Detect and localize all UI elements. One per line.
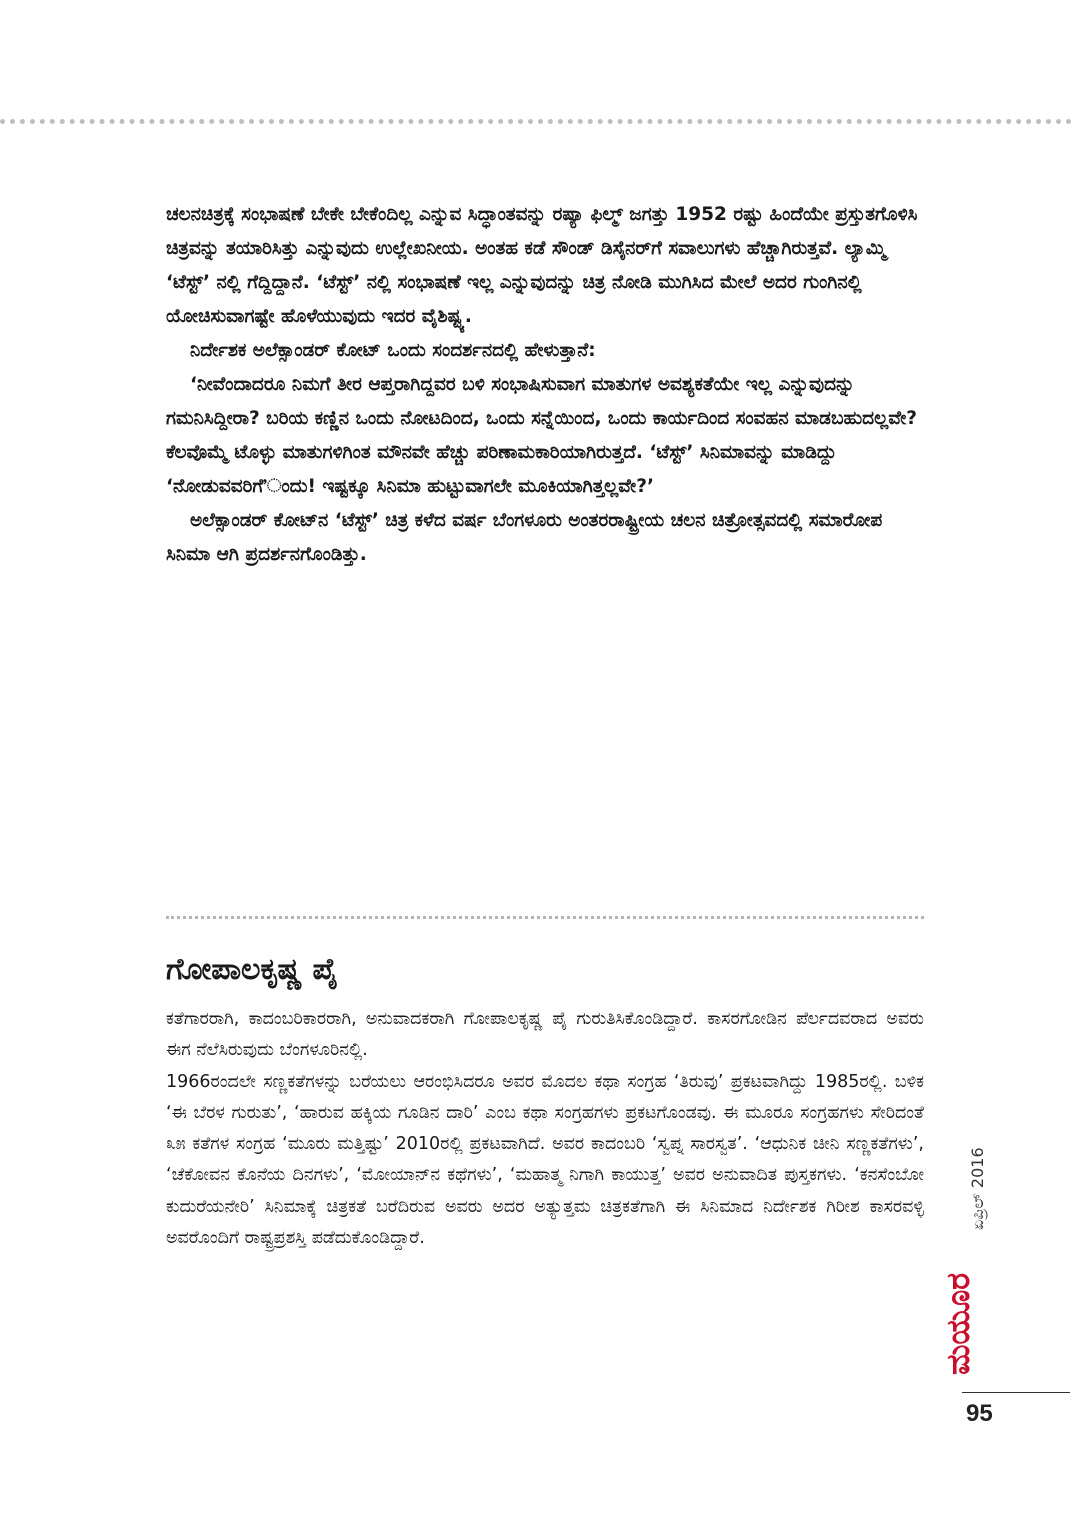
author-bio	[166, 1004, 924, 1254]
magazine-side-label	[928, 1130, 988, 1380]
issue-date: ಏಪ್ರಿಲ್ 2016	[968, 1147, 987, 1230]
article-body	[166, 198, 924, 572]
page-number: 95	[966, 1400, 993, 1427]
top-dotted-divider	[0, 119, 1072, 124]
article-paragraph: ಚಲನಚಿತ್ರಕ್ಕೆ ಸಂಭಾಷಣೆ ಬೇಕೇ ಬೇಕೆಂದಿಲ್ಲ ಎನ್ನುವ ಸಿದ್ಧಾಂತವನ್ನು ರಷ್ಯಾ ಫಿಲ್ಮ್ ಜಗತ್ತು 1952 ರಷ್ಟು ಹಿಂದೆಯೇ ಪ್ರಸ್ತುತಗೊಳಿಸಿ ಚಿತ್ರವನ್ನು ತಯಾರಿಸಿತ್ತು ಎನ್ನುವುದು ಉಲ್ಲೇಖನೀಯ. ಅಂತಹ ಕಡೆ ಸೌಂಡ್ ಡಿಸೈನರ್‌ಗೆ ಸವಾಲುಗಳು ಹೆಚ್ಚಾಗಿರುತ್ತವೆ. ಲ್ಯಾಮ್ಮಿ ‘ಟೆಸ್ಟ್’ ನಲ್ಲಿ ಗೆದ್ದಿದ್ದಾನೆ. ‘ಟೆಸ್ಟ್’ ನಲ್ಲಿ ಸಂಭಾಷಣೆ ಇಲ್ಲ ಎನ್ನುವುದನ್ನು ಚಿತ್ರ ನೋಡಿ ಮುಗಿಸಿದ ಮೇಲೆ ಅದರ ಗುಂಗಿನಲ್ಲಿ ಯೋಚಿಸುವಾಗಷ್ಟೇ ಹೊಳೆಯುವುದು ಇದರ ವೈಶಿಷ್ಟ್ಯ.	[166, 204, 918, 327]
bio-paragraph: 1966ರಂದಲೇ ಸಣ್ಣಕತೆಗಳನ್ನು ಬರೆಯಲು ಆರಂಭಿಸಿದರೂ ಅವರ ಮೊದಲ ಕಥಾ ಸಂಗ್ರಹ ‘ತಿರುವು’ ಪ್ರಕಟವಾಗಿದ್ದು 1985ರಲ್ಲಿ. ಬಳಿಕ ‘ಈ ಬೆರಳ ಗುರುತು’, ‘ಹಾರುವ ಹಕ್ಕಿಯ ಗೂಡಿನ ದಾರಿ’ ಎಂಬ ಕಥಾ ಸಂಗ್ರಹಗಳು ಪ್ರಕಟಗೊಂಡವು. ಈ ಮೂರೂ ಸಂಗ್ರಹಗಳು ಸೇರಿದಂತೆ ೩೫ ಕತೆಗಳ ಸಂಗ್ರಹ ‘ಮೂರು ಮತ್ತಿಷ್ಟು’ 2010ರಲ್ಲಿ ಪ್ರಕಟವಾಗಿದೆ. ಅವರ ಕಾದಂಬರಿ ‘ಸ್ವಪ್ನ ಸಾರಸ್ವತ’. ‘ಆಧುನಿಕ ಚೀನಿ ಸಣ್ಣಕತೆಗಳು’, ‘ಚೆಕೋವನ ಕೊನೆಯ ದಿನಗಳು’, ‘ಮೋಯಾನ್‌ನ ಕಥೆಗಳು’, ‘ಮಹಾತ್ಮ ನಿಗಾಗಿ ಕಾಯುತ್ತ’ ಅವರ ಅನುವಾದಿತ ಪುಸ್ತಕಗಳು. ‘ಕನಸೆಂಬೋ ಕುದುರೆಯನೇರಿ’ ಸಿನಿಮಾಕ್ಕೆ ಚಿತ್ರಕತೆ ಬರೆದಿರುವ ಅವರು ಅದರ ಅತ್ಯುತ್ತಮ ಚಿತ್ರಕತೆಗಾಗಿ ಈ ಸಿನಿಮಾದ ನಿರ್ದೇಶಕ ಗಿರೀಶ ಕಾಸರವಳ್ಳಿ ಅವರೊಂದಿಗೆ ರಾಷ್ಟ್ರಪ್ರಶಸ್ತಿ ಪಡೆದುಕೊಂಡಿದ್ದಾರೆ.	[166, 1071, 924, 1249]
section-dotted-divider	[166, 916, 924, 919]
article-paragraph: ನಿರ್ದೇಶಕ ಅಲೆಕ್ಸಾಂಡರ್ ಕೋಟ್ ಒಂದು ಸಂದರ್ಶನದಲ್ಲಿ ಹೇಳುತ್ತಾನೆ:	[190, 340, 596, 361]
author-name-heading: ಗೋಪಾಲಕೃಷ್ಣ ಪೈ	[166, 952, 339, 987]
article-quote: ‘ನೀವೆಂದಾದರೂ ನಿಮಗೆ ತೀರ ಆಪ್ತರಾಗಿದ್ದವರ ಬಳಿ ಸಂಭಾಷಿಸುವಾಗ ಮಾತುಗಳ ಅವಶ್ಯಕತೆಯೇ ಇಲ್ಲ ಎನ್ನುವುದನ್ನು ಗಮನಿಸಿದ್ದೀರಾ? ಬರಿಯ ಕಣ್ಣಿನ ಒಂದು ನೋಟದಿಂದ, ಒಂದು ಸನ್ನೆಯಿಂದ, ಒಂದು ಕಾರ್ಯದಿಂದ ಸಂವಹನ ಮಾಡಬಹುದಲ್ಲವೇ? ಕೆಲವೊಮ್ಮೆ ಟೊಳ್ಳು ಮಾತುಗಳಿಗಿಂತ ಮೌನವೇ ಹೆಚ್ಚು ಪರಿಣಾಮಕಾರಿಯಾಗಿರುತ್ತದೆ. ‘ಟೆಸ್ಟ್’ ಸಿನಿಮಾವನ್ನು ಮಾಡಿದ್ದು ‘ನೋಡುವವರಿಗೆ’ಂದು! ಇಷ್ಟಕ್ಕೂ ಸಿನಿಮಾ ಹುಟ್ಟುವಾಗಲೇ ಮೂಕಿಯಾಗಿತ್ತಲ್ಲವೇ?’	[166, 374, 917, 497]
magazine-logo: ಮಯೂರ	[939, 1272, 977, 1375]
page-number-rule	[962, 1392, 1070, 1393]
bio-paragraph: ಕತೆಗಾರರಾಗಿ, ಕಾದಂಬರಿಕಾರರಾಗಿ, ಅನುವಾದಕರಾಗಿ ಗೋಪಾಲಕೃಷ್ಣ ಪೈ ಗುರುತಿಸಿಕೊಂಡಿದ್ದಾರೆ. ಕಾಸರಗೋಡಿನ ಪೆರ್ಲದವರಾದ ಅವರು ಈಗ ನೆಲೆಸಿರುವುದು ಬೆಂಗಳೂರಿನಲ್ಲಿ.	[166, 1009, 924, 1061]
article-paragraph: ಅಲೆಕ್ಸಾಂಡರ್ ಕೋಟ್‌ನ ‘ಟೆಸ್ಟ್’ ಚಿತ್ರ ಕಳೆದ ವರ್ಷ ಬೆಂಗಳೂರು ಅಂತರರಾಷ್ಟ್ರೀಯ ಚಲನ ಚಿತ್ರೋತ್ಸವದಲ್ಲಿ ಸಮಾರೋಪ ಸಿನಿಮಾ ಆಗಿ ಪ್ರದರ್ಶನಗೊಂಡಿತ್ತು.	[166, 510, 883, 565]
